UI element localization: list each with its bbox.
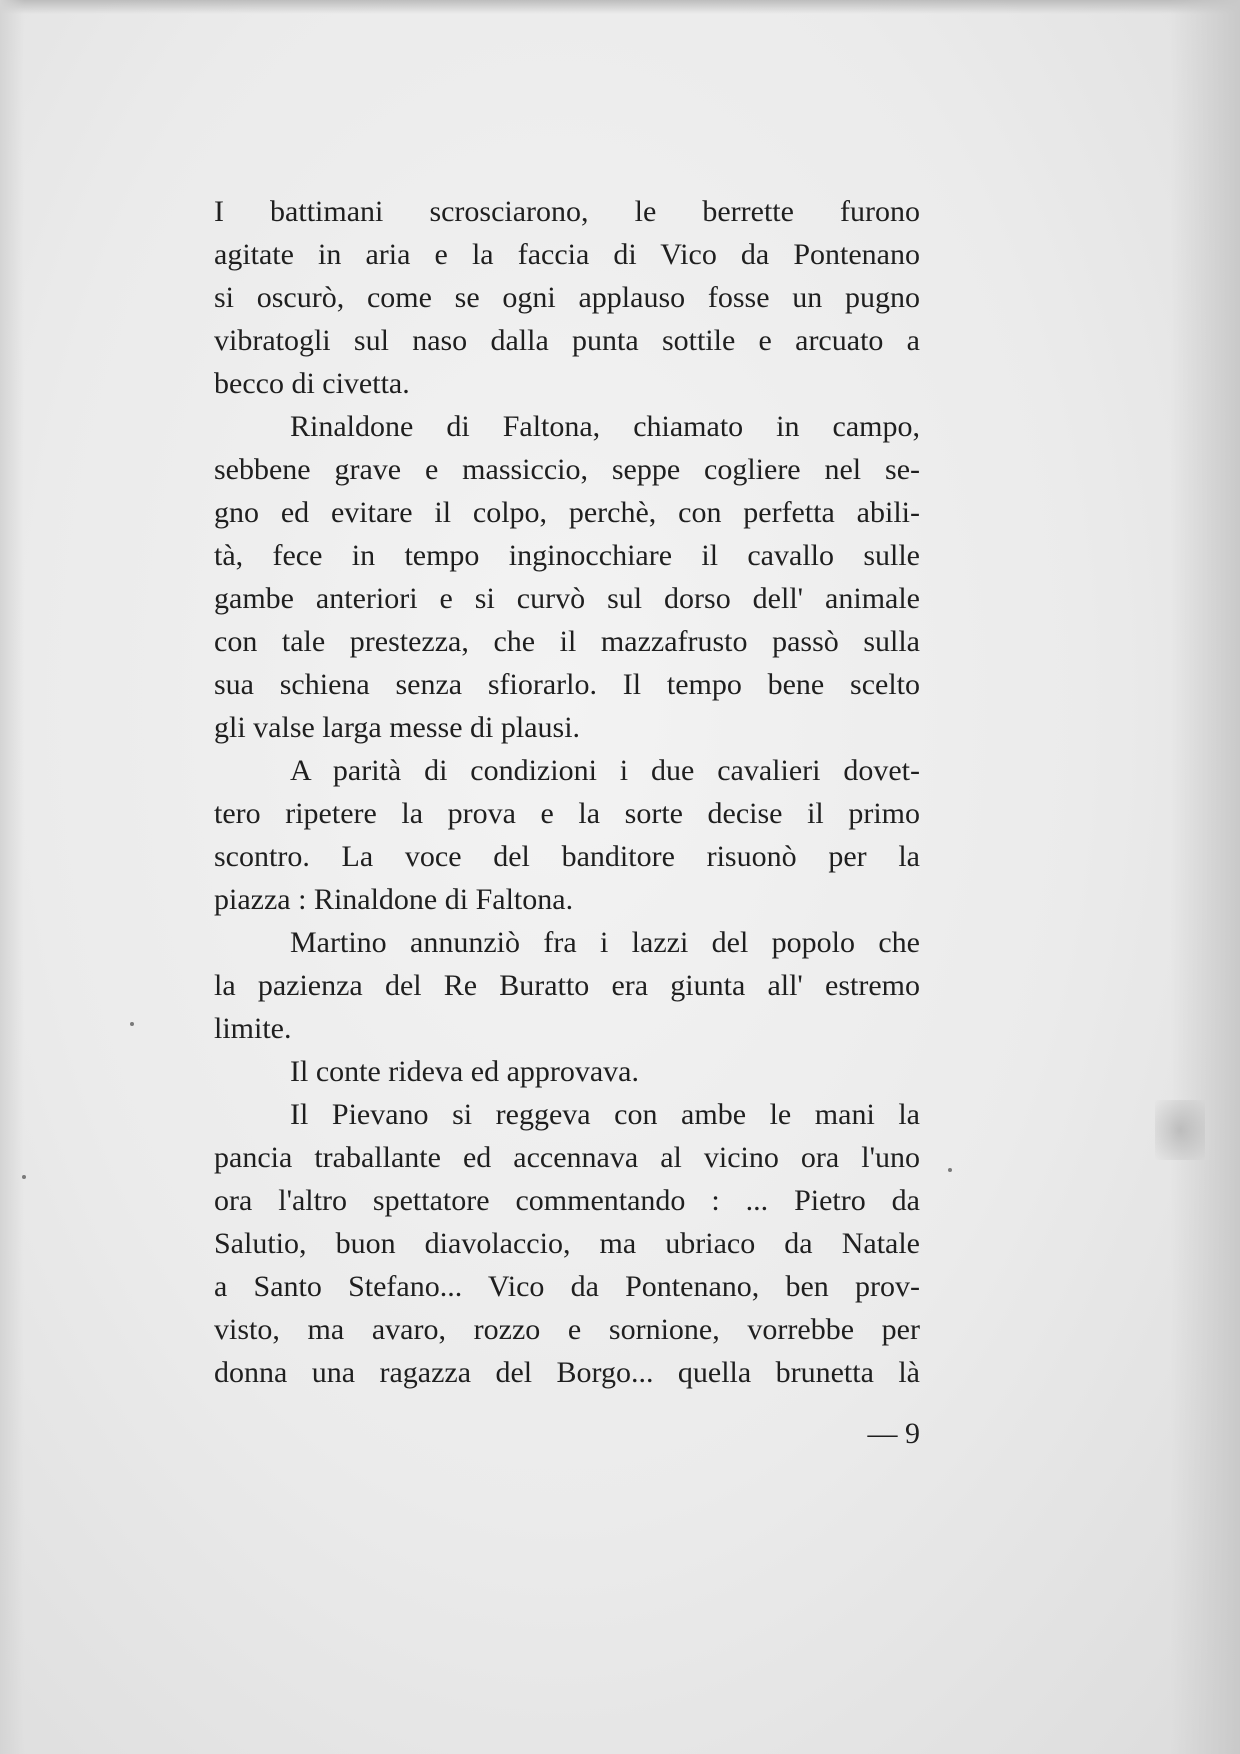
text-line: donna una ragazza del Borgo... quella brunetta là bbox=[214, 1356, 920, 1389]
text-line: a Santo Stefano... Vico da Pontenano, ben prov- bbox=[214, 1270, 920, 1303]
text-line: Il conte rideva ed approvava. bbox=[290, 1055, 639, 1088]
text-line: gli valse larga messe di plausi. bbox=[214, 711, 581, 744]
scan-speck bbox=[948, 1168, 952, 1172]
scan-edge-right bbox=[1170, 0, 1240, 1754]
body-text bbox=[214, 190, 920, 1394]
text-line: ora l'altro spettatore commentando : ... Pietro da bbox=[214, 1184, 920, 1217]
text-line: visto, ma avaro, rozzo e sornione, vorrebbe per bbox=[214, 1313, 920, 1346]
text-line: gno ed evitare il colpo, perchè, con perfetta abili- bbox=[214, 496, 920, 529]
text-line: pancia traballante ed accennava al vicino ora l'uno bbox=[214, 1141, 920, 1174]
text-line: con tale prestezza, che il mazzafrusto passò sulla bbox=[214, 625, 920, 658]
text-line: agitate in aria e la faccia di Vico da Pontenano bbox=[214, 238, 920, 271]
text-line: I battimani scrosciarono, le berrette furono bbox=[214, 195, 920, 228]
text-line: Il Pievano si reggeva con ambe le mani la bbox=[290, 1098, 920, 1131]
text-line: becco di civetta. bbox=[214, 367, 410, 400]
scan-edge-left bbox=[0, 0, 24, 1754]
text-line: si oscurò, come se ogni applauso fosse un pugno bbox=[214, 281, 920, 314]
text-line: scontro. La voce del banditore risuonò per la bbox=[214, 840, 920, 873]
text-line: gambe anteriori e si curvò sul dorso dell' animale bbox=[214, 582, 920, 615]
scan-speck bbox=[22, 1175, 26, 1179]
text-line: sebbene grave e massiccio, seppe cogliere nel se- bbox=[214, 453, 920, 486]
text-line: piazza : Rinaldone di Faltona. bbox=[214, 883, 574, 916]
text-line: tero ripetere la prova e la sorte decise il primo bbox=[214, 797, 920, 830]
scan-speck bbox=[130, 1022, 134, 1026]
scan-smudge bbox=[1155, 1100, 1205, 1160]
text-line: tà, fece in tempo inginocchiare il cavallo sulle bbox=[214, 539, 920, 572]
text-line: limite. bbox=[214, 1012, 292, 1045]
text-line: Salutio, buon diavolaccio, ma ubriaco da Natale bbox=[214, 1227, 920, 1260]
text-line: Rinaldone di Faltona, chiamato in campo, bbox=[290, 410, 920, 443]
page-number: — 9 bbox=[867, 1417, 920, 1450]
text-line: A parità di condizioni i due cavalieri dovet- bbox=[290, 754, 920, 787]
text-line: sua schiena senza sfiorarlo. Il tempo bene scelto bbox=[214, 668, 920, 701]
text-line: la pazienza del Re Buratto era giunta all' estremo bbox=[214, 969, 920, 1002]
text-line: vibratogli sul naso dalla punta sottile e arcuato a bbox=[214, 324, 920, 357]
scan-edge-top bbox=[0, 0, 1240, 14]
text-line: Martino annunziò fra i lazzi del popolo che bbox=[290, 926, 920, 959]
